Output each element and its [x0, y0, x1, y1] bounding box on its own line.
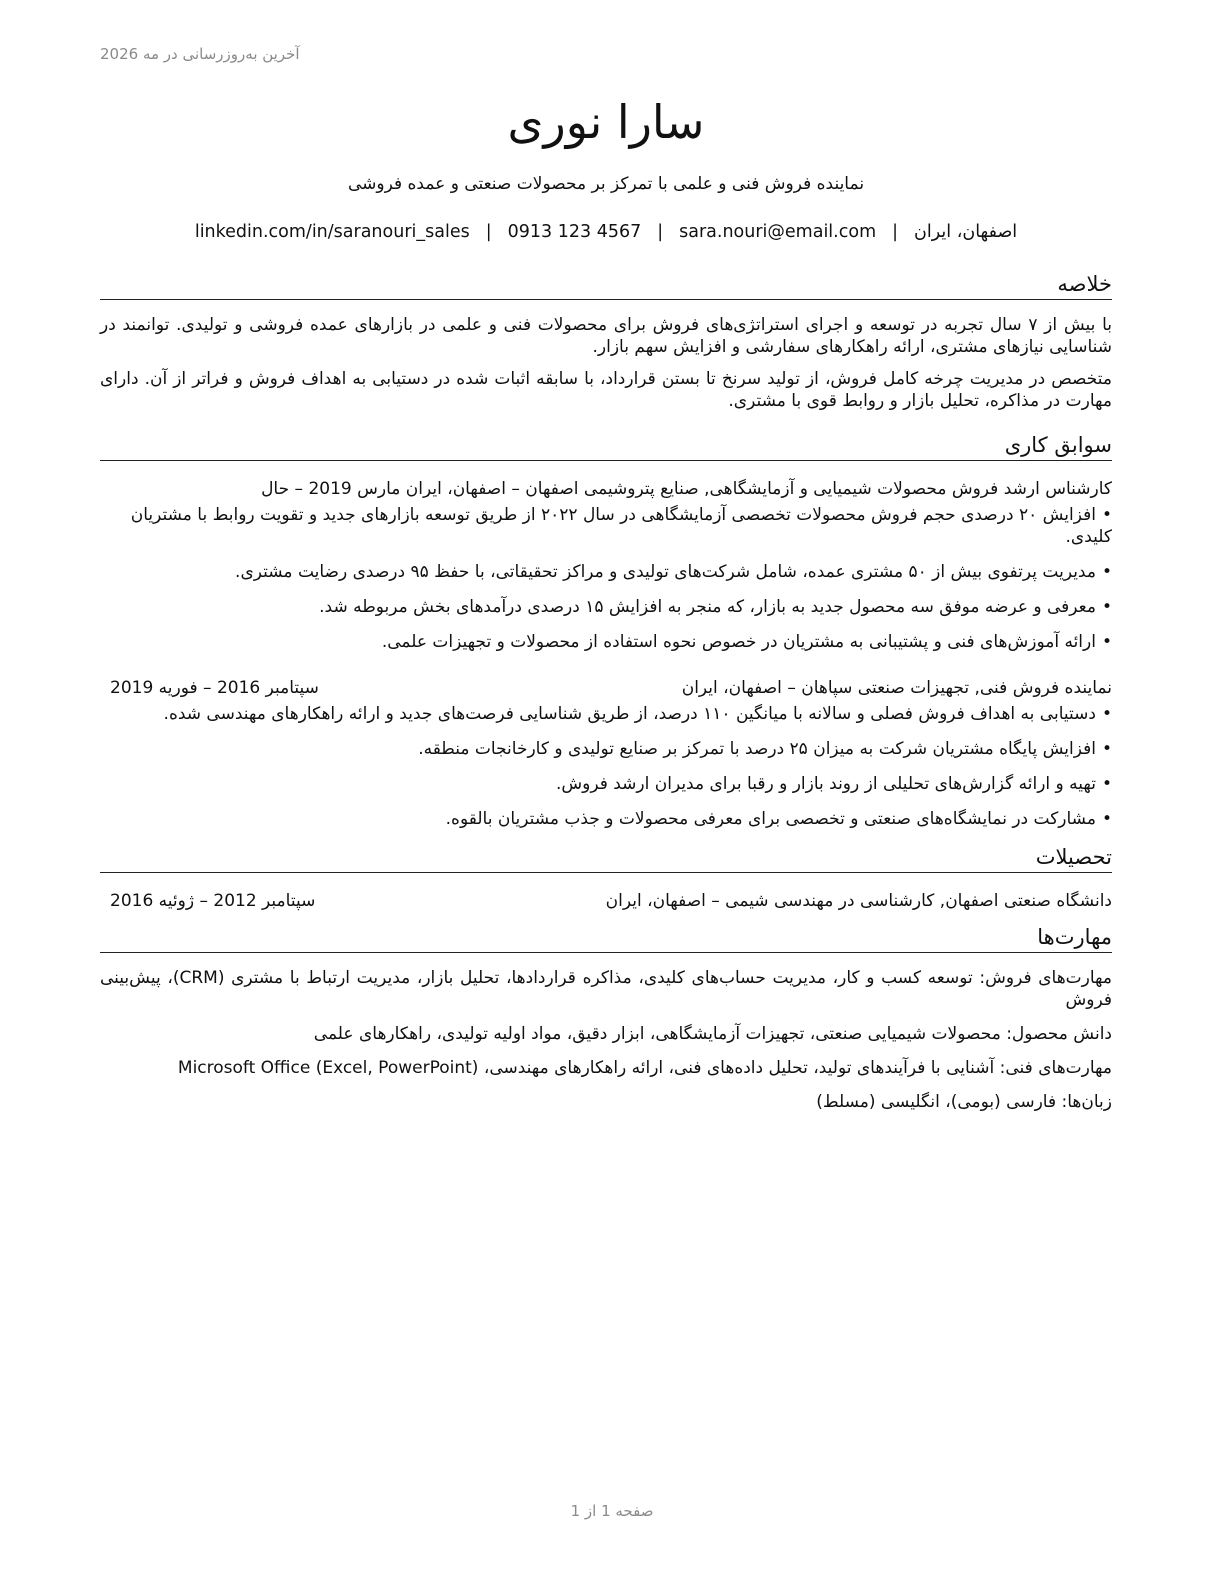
job-heading: [100, 477, 1112, 501]
job-bullets: [100, 703, 1112, 830]
bullet-icon: •: [1101, 774, 1112, 794]
education-degree: دانشگاه صنعتی اصفهان, کارشناسی در مهندسی شیمی – اصفهان، ایران: [605, 891, 1112, 911]
summary-section: [100, 300, 1112, 412]
section-title-experience: سوابق کاری: [100, 431, 1112, 461]
bullet-icon: •: [1101, 632, 1112, 652]
list-item: •مشارکت در نمایشگاه‌های صنعتی و تخصصی برای معرفی محصولات و جذب مشتریان بالقوه.: [445, 809, 1112, 829]
job-heading: [100, 676, 1112, 700]
last-updated-note: آخرین به‌روزرسانی در مه 2026: [100, 45, 300, 63]
list-item: •افزایش پایگاه مشتریان شرکت به میزان ۲۵ درصد با تمرکز بر صنایع تولیدی و کارخانجات منطقه.: [418, 739, 1112, 759]
list-item: •معرفی و عرضه موفق سه محصول جدید به بازار، که منجر به افزایش ۱۵ درصدی درآمدهای بخش مربوطه شد.: [319, 597, 1112, 617]
job-title: کارشناس ارشد فروش محصولات شیمیایی و آزمایشگاهی, صنایع پتروشیمی اصفهان – اصفهان، ایران مارس 2019 – حال: [261, 479, 1112, 499]
skills-line: زبان‌ها: فارسی (بومی)، انگلیسی (مسلط): [816, 1092, 1112, 1112]
list-item: •مدیریت پرتفوی بیش از ۵۰ مشتری عمده، شامل شرکت‌های تولیدی و مراکز تحقیقاتی، با حفظ ۹۵ درصدی رضایت مشتری.: [235, 562, 1112, 582]
page-number: صفحه 1 از 1: [570, 1502, 654, 1520]
contact-location: اصفهان، ایران: [914, 222, 1018, 242]
contact-separator: |: [657, 222, 664, 242]
list-item: •افزایش ۲۰ درصدی حجم فروش محصولات تخصصی آزمایشگاهی در سال ۲۰۲۲ از طریق توسعه بازارهای جدید و تقویت روابط با مشتریان کلیدی.: [130, 505, 1112, 547]
contact-separator: |: [485, 222, 492, 242]
summary-paragraph: با بیش از ۷ سال تجربه در توسعه و اجرای استراتژی‌های فروش برای محصولات فنی و علمی در بازارهای عمده فروشی و تولیدی. توانمند در شناسایی نیازهای مشتری، ارائه راهکارهای سفارشی و افزایش سهم بازار.: [100, 315, 1112, 357]
education-dates: سپتامبر 2012 – ژوئیه 2016: [110, 891, 316, 911]
section-title-skills: مهارت‌ها: [100, 923, 1112, 953]
education-entry: [100, 873, 1112, 913]
job-entry: [100, 461, 1112, 653]
section-title-summary: خلاصه: [100, 270, 1112, 300]
skills-line: مهارت‌های فروش: توسعه کسب و کار، مدیریت حساب‌های کلیدی، مذاکره قراردادها، تحلیل بازار، مدیریت ارتباط با مشتری (CRM)، پیش‌بینی فروش: [100, 968, 1113, 1010]
skills-line: دانش محصول: محصولات شیمیایی صنعتی، تجهیزات آزمایشگاهی، ابزار دقیق، مواد اولیه تولیدی، راهکارهای علمی: [313, 1024, 1112, 1044]
list-item: •دستیابی به اهداف فروش فصلی و سالانه با میانگین ۱۱۰ درصد، از طریق شناسایی فرصت‌های جدید و ارائه راهکارهای مهندسی شده.: [163, 704, 1112, 724]
job-entry: [100, 666, 1112, 830]
bullet-icon: •: [1101, 704, 1112, 724]
contact-separator: |: [892, 222, 899, 242]
skills-line: مهارت‌های فنی: آشنایی با فرآیندهای تولید، تحلیل داده‌های فنی، ارائه راهکارهای مهندسی، Microsoft Office (Excel, PowerPoint): [177, 1058, 1112, 1078]
contact-line: [100, 220, 1112, 244]
summary-paragraph: متخصص در مدیریت چرخه کامل فروش، از تولید سرنخ تا بستن قرارداد، با سابقه اثبات شده در دستیابی به اهداف فروش و فراتر از آن. دارای مهارت در مذاکره، تحلیل بازار و روابط قوی با مشتری.: [100, 369, 1112, 411]
skills-section: [100, 953, 1112, 1113]
bullet-icon: •: [1101, 562, 1112, 582]
contact-linkedin[interactable]: linkedin.com/in/saranouri_sales: [194, 222, 470, 242]
list-item: •تهیه و ارائه گزارش‌های تحلیلی از روند بازار و رقبا برای مدیران ارشد فروش.: [555, 774, 1112, 794]
resume-page: [100, 92, 1112, 1125]
bullet-icon: •: [1101, 739, 1112, 759]
bullet-icon: •: [1101, 597, 1112, 617]
job-title: نماینده فروش فنی, تجهیزات صنعتی سپاهان – اصفهان، ایران: [681, 678, 1112, 698]
list-item: •ارائه آموزش‌های فنی و پشتیبانی به مشتریان در خصوص نحوه استفاده از محصولات و تجهیزات علمی.: [381, 632, 1112, 652]
candidate-headline: نماینده فروش فنی و علمی با تمرکز بر محصولات صنعتی و عمده فروشی: [347, 174, 865, 194]
job-dates: سپتامبر 2016 – فوریه 2019: [110, 678, 319, 698]
contact-phone[interactable]: 0913 123 4567: [507, 222, 642, 242]
job-bullets: [100, 504, 1112, 653]
candidate-name: سارا نوری: [507, 95, 705, 149]
bullet-icon: •: [1101, 809, 1112, 829]
bullet-icon: •: [1101, 505, 1112, 525]
contact-email[interactable]: sara.nouri@email.com: [679, 222, 877, 242]
section-title-education: تحصیلات: [100, 843, 1112, 873]
